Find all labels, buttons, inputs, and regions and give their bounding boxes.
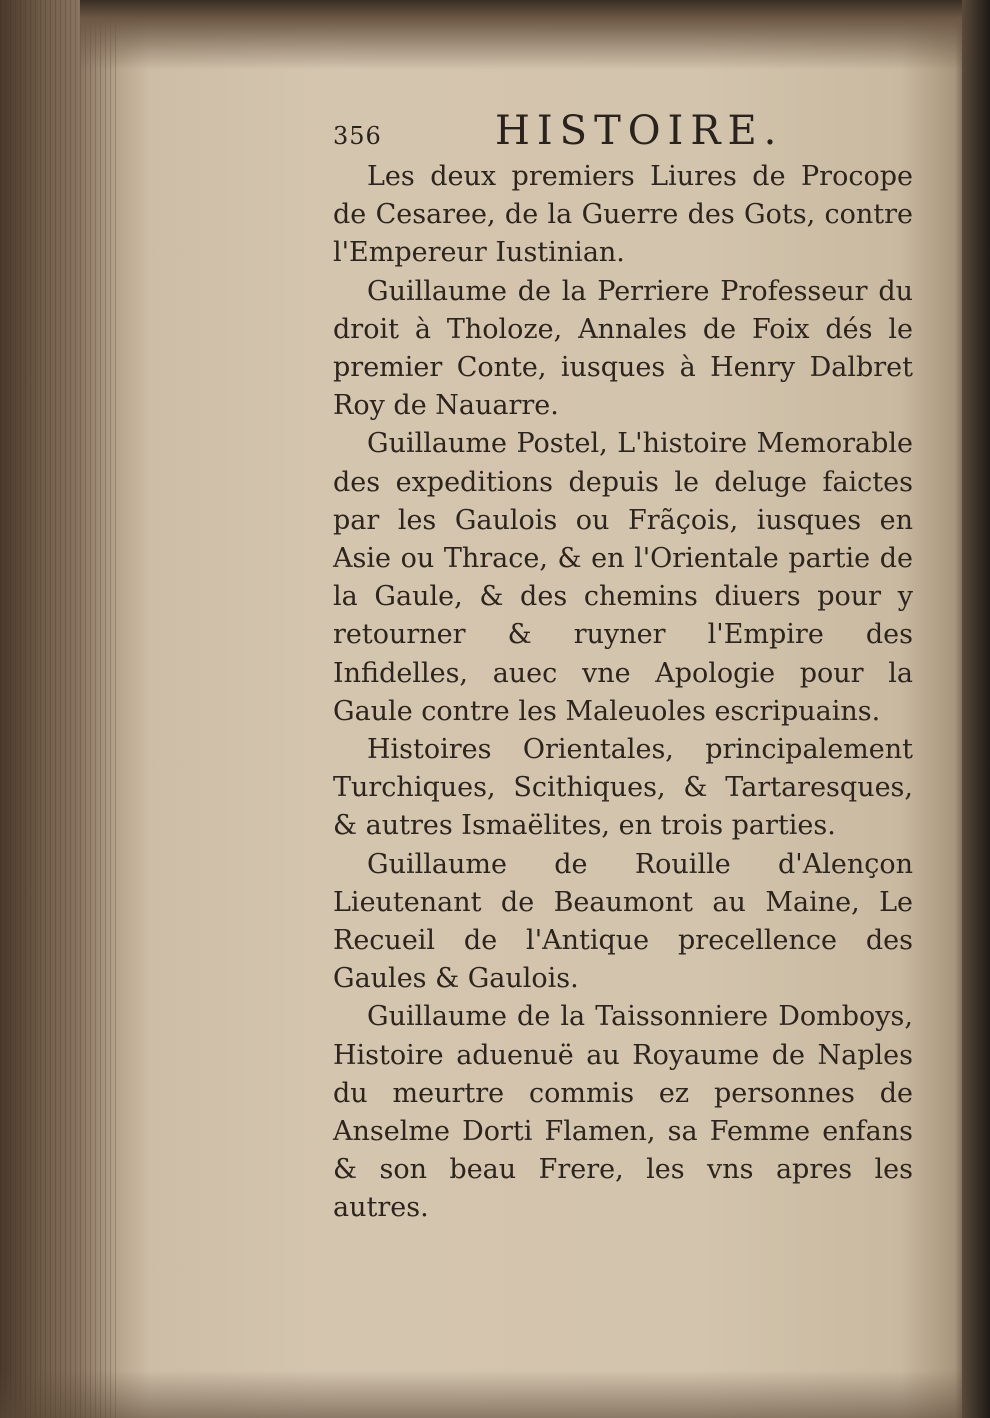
bottom-shadow: [0, 1370, 990, 1418]
entry-procope: Les deux premiers Liures de Procope de Cesaree, de la Guerre des Gots, contre l'Empereur Iustinian.: [333, 161, 913, 269]
entry-postel: Guillaume Postel, L'histoire Memorable des expeditions depuis le deluge faictes par les Gaulois ou Frãçois, iusques en Asie ou Thrace, & en l'Orientale partie de la Gaule, & des chemins diuers pour y retourner & ruyner l'Empire des Infidelles, auec vne Apologie pour la Gaule contre les Maleuoles escripuains.: [333, 428, 913, 727]
binding-gutter: [962, 0, 990, 1418]
top-shadow: [80, 0, 980, 70]
entry-perriere: Guillaume de la Perriere Professeur du droit à Tholoze, Annales de Foix dés le premier Conte, iusques à Henry Dalbret Roy de Nauarre.: [333, 275, 913, 422]
entry-rouille: Guillaume de Rouille d'Alençon Lieutenant de Beaumont au Maine, Le Recueil de l'Antique precellence des Gaules & Gaulois.: [333, 848, 913, 995]
page-header: [333, 108, 933, 156]
page-number: 356: [333, 122, 382, 150]
entry-histoires-orientales: Histoires Orientales, principalement Turchiques, Scithiques, & Tartaresques, & autres Ismaëlites, en trois parties.: [333, 734, 913, 842]
entry-taissonniere: Guillaume de la Taissonniere Domboys, Histoire aduenuë au Royaume de Naples du meurtre commis ez personnes de Anselme Dorti Flamen, sa Femme enfans & son beau Frere, les vns apres les autres.: [333, 1001, 913, 1224]
page-edges: [0, 0, 120, 1418]
text-block: [333, 158, 913, 1228]
running-title: HISTOIRE.: [495, 108, 784, 154]
